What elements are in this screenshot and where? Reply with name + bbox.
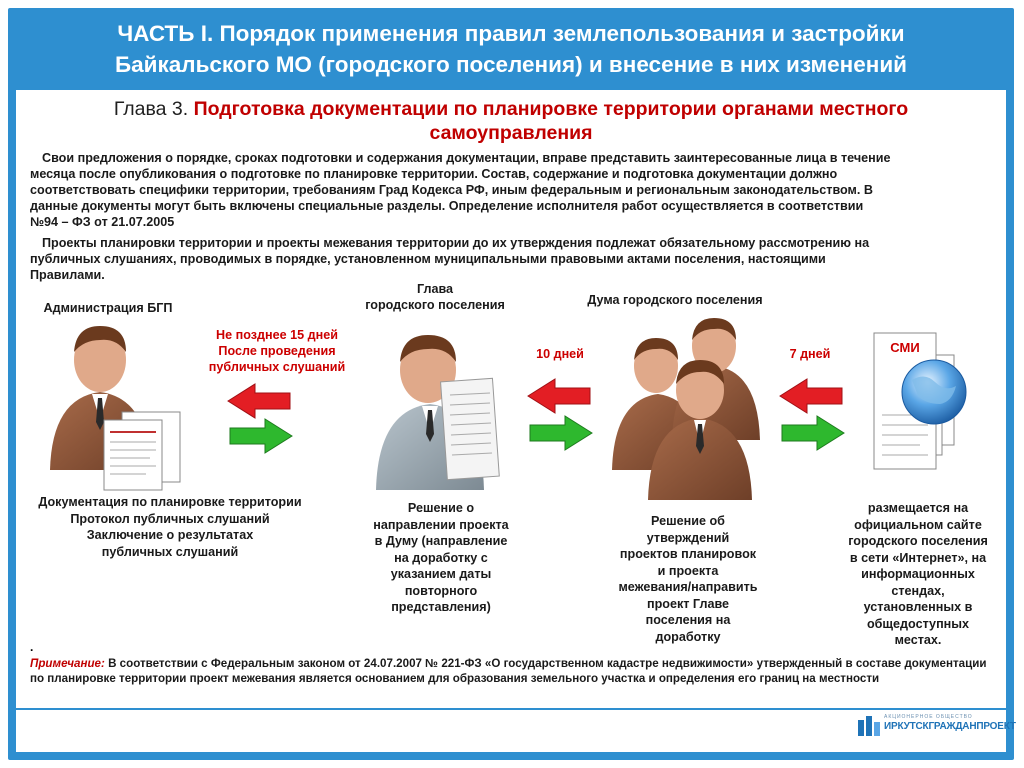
duma-label: Дума городского поселения bbox=[587, 293, 763, 307]
paragraph-1-line: данные документы могут быть включены специальные разделы. Определение исполнителя работ осуществляется в соответствии bbox=[30, 199, 864, 213]
duma-caption-line: поселения на bbox=[645, 613, 731, 627]
paragraph-2-line: публичных слушаниях, проводимых в порядке, установленном муниципальными правовыми актами поселения, настоящими bbox=[30, 252, 826, 266]
note-text: В соответствии с Федеральным законом от 24.07.2007 № 221-ФЗ «О государственном кадастре недвижимости» утвержденный в составе документации по планировке территории проект межевания является основанием для образования земельного участка и определения его границ на местности bbox=[30, 657, 987, 685]
note-dot: . bbox=[30, 640, 34, 654]
arrow-1-label-line: публичных слушаний bbox=[208, 360, 346, 374]
head-caption-line: в Думу (направление bbox=[374, 534, 508, 548]
note-label: Примечание: bbox=[30, 657, 105, 670]
paragraph-1-line: соответствовать специфики территории, требованиям Град Кодекса РФ, иным федеральным и региональным законодательством. В bbox=[30, 183, 873, 197]
duma-caption-line: доработку bbox=[655, 629, 721, 644]
duma-caption-line: утверждений bbox=[646, 530, 730, 545]
arrow-1-label-line: Не позднее 15 дней bbox=[216, 328, 338, 342]
paragraph-1-line: месяца после опубликования о подготовке по планировке территории. Состав, содержание и подготовка документации должно bbox=[30, 167, 838, 181]
duma-caption-line: и проекта bbox=[657, 563, 719, 578]
duma-caption-line: проектов планировок bbox=[619, 547, 757, 561]
head-label-line: Глава bbox=[416, 282, 454, 296]
logo-mark-icon bbox=[858, 716, 880, 736]
logo-name: ИРКУТСКГРАЖДАНПРОЕКТ bbox=[884, 721, 1016, 732]
logo-subtitle: АКЦИОНЕРНОЕ ОБЩЕСТВО bbox=[884, 714, 973, 720]
media-caption-line: городского поселения bbox=[848, 534, 988, 548]
media-caption-line: установленных в bbox=[863, 600, 973, 614]
media-caption-line: официальном сайте bbox=[854, 517, 982, 532]
paragraph-2-line: Проекты планировки территории и проекты межевания территории до их утверждения подлежат обязательному рассмотрению на bbox=[42, 236, 870, 250]
paragraph-2-line: Правилами. bbox=[30, 268, 105, 282]
media-label: СМИ bbox=[890, 340, 920, 355]
admin-caption-line: Заключение о результатах bbox=[86, 528, 254, 542]
head-caption-line: на доработку с bbox=[394, 550, 488, 565]
media-caption-line: размещается на bbox=[867, 501, 969, 515]
chapter-prefix: Глава 3. bbox=[113, 98, 194, 120]
media-caption-line: местах. bbox=[894, 633, 942, 647]
head-caption-line: направлении проекта bbox=[373, 517, 509, 532]
head-caption-line: указанием даты bbox=[390, 567, 492, 581]
admin-caption-line: публичных слушаний bbox=[101, 544, 239, 559]
duma-caption-line: межевания/направить bbox=[618, 580, 758, 594]
head-caption-line: повторного bbox=[404, 583, 478, 598]
arrow-3-label: 7 дней bbox=[789, 347, 831, 361]
paragraph-1-line: №94 – ФЗ от 21.07.2005 bbox=[30, 215, 175, 229]
chapter-title-line-2: самоуправления bbox=[429, 122, 593, 144]
media-caption-line: общедоступных bbox=[866, 616, 970, 631]
head-caption-line: Решение о bbox=[407, 501, 475, 515]
admin-caption-line: Документация по планировке территории bbox=[38, 495, 302, 509]
media-caption-line: стендах, bbox=[891, 583, 945, 598]
arrow-2-label: 10 дней bbox=[536, 347, 584, 361]
chapter-title-line-1: Подготовка документации по планировке территории органами местного bbox=[193, 98, 909, 120]
paragraph-1-line: Свои предложения о порядке, сроках подготовки и содержания документации, вправе представить заинтересованные лица в течение bbox=[42, 151, 891, 165]
arrow-1-label-line: После проведения bbox=[218, 344, 336, 358]
media-caption-line: в сети «Интернет», на bbox=[849, 550, 987, 565]
header-line-1: ЧАСТЬ I. Порядок применения правил землепользования и застройки bbox=[117, 21, 905, 46]
duma-caption-line: проект Главе bbox=[646, 596, 730, 611]
media-caption-line: информационных bbox=[861, 567, 975, 581]
admin-caption-line: Протокол публичных слушаний bbox=[70, 511, 270, 526]
head-label-line: городского поселения bbox=[365, 298, 505, 312]
head-caption-line: представления) bbox=[391, 600, 491, 614]
duma-caption-line: Решение об bbox=[651, 514, 725, 528]
admin-label: Администрация БГП bbox=[43, 301, 173, 315]
header-line-2: Байкальского МО (городского поселения) и внесение в них изменений bbox=[114, 52, 908, 77]
